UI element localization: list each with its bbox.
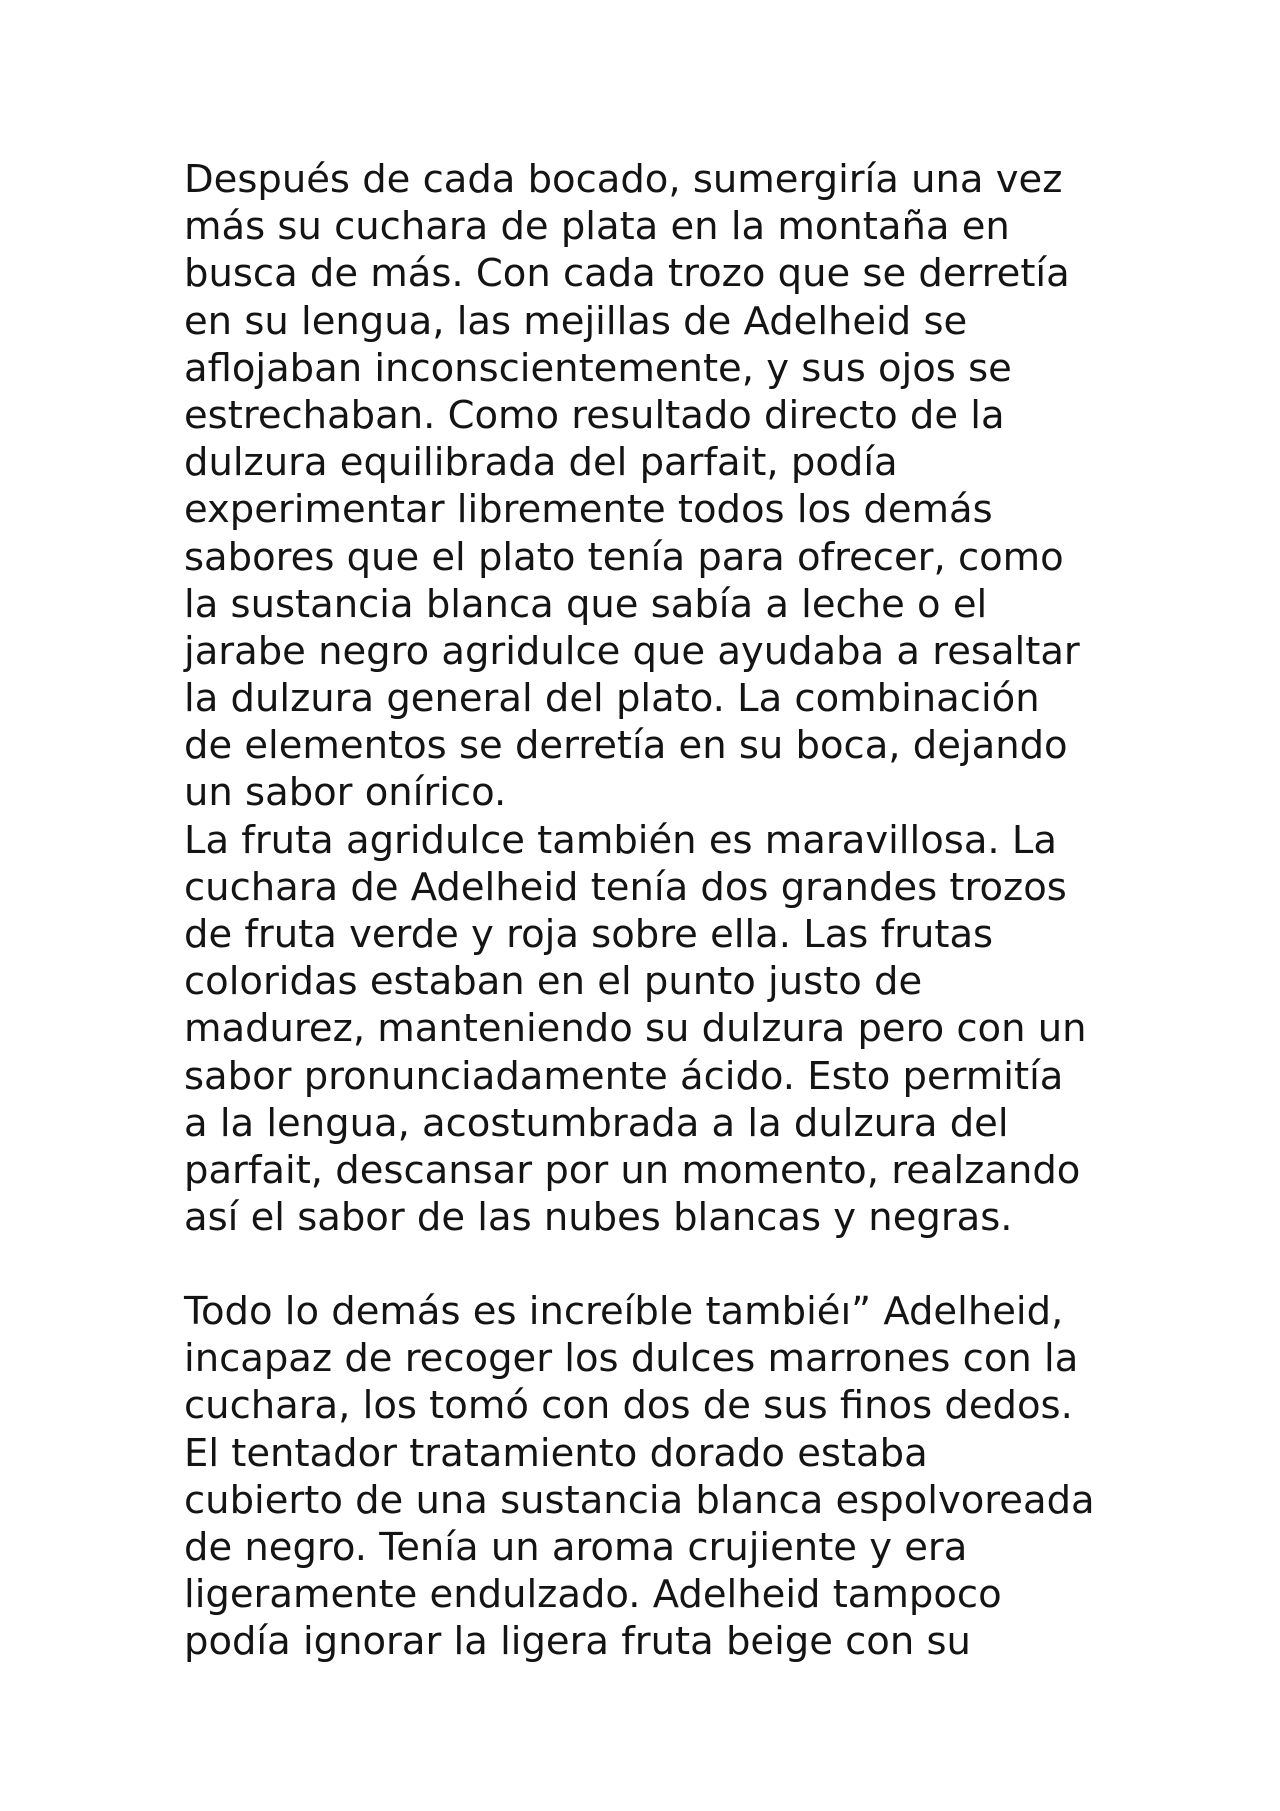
text-line: cuchara de Adelheid tenía dos grandes trozos	[184, 864, 1067, 910]
text-line: de negro. Tenía un aroma crujiente y era	[184, 1524, 968, 1570]
text-line: Después de cada bocado, sumergiría una vez	[184, 157, 1063, 202]
text-line: Todo lo demás es increíble tambiéı” Adelheid,	[184, 1289, 1064, 1334]
text-line: dulzura equilibrada del parfait, podía	[184, 440, 898, 486]
text-line: podía ignorar la ligera fruta beige con su	[184, 1619, 971, 1665]
text-line: la sustancia blanca que sabía a leche o el	[184, 581, 988, 627]
text-line: cuchara, los tomó con dos de sus finos dedos.	[184, 1383, 1073, 1429]
text-line: cubierto de una sustancia blanca espolvoreada	[184, 1477, 1095, 1523]
text-line: experimentar libremente todos los demás	[184, 487, 993, 533]
text-line: parfait, descansar por un momento, realzando	[184, 1147, 1081, 1193]
text-line: sabor pronunciadamente ácido. Esto permitía	[184, 1053, 1064, 1099]
text-line: sabores que el plato tenía para ofrecer, como	[184, 534, 1064, 580]
text-line: más su cuchara de plata en la montaña en	[184, 204, 1010, 250]
text-line: estrechaban. Como resultado directo de la	[184, 392, 1005, 438]
text-line: la dulzura general del plato. La combinación	[184, 676, 1040, 722]
text-line: El tentador tratamiento dorado estaba	[184, 1430, 928, 1476]
paragraph-1	[184, 156, 1124, 1241]
text-line: así el sabor de las nubes blancas y negras.	[184, 1195, 1013, 1241]
text-line: a la lengua, acostumbrada a la dulzura del	[184, 1100, 1009, 1146]
text-line: coloridas estaban en el punto justo de	[184, 959, 923, 1005]
text-line: de fruta verde y roja sobre ella. Las frutas	[184, 912, 994, 957]
text-line: de elementos se derretía en su boca, dejando	[184, 723, 1068, 769]
text-line: jarabe negro agridulce que ayudaba a resaltar	[184, 628, 1080, 674]
paragraph-2	[184, 1288, 1124, 1666]
text-line: madurez, manteniendo su dulzura pero con un	[184, 1006, 1087, 1052]
text-line: aflojaban inconscientemente, y sus ojos se	[184, 345, 1012, 391]
text-line: busca de más. Con cada trozo que se derretía	[184, 251, 1070, 297]
text-line: incapaz de recoger los dulces marrones con la	[184, 1336, 1079, 1382]
text-line: ligeramente endulzado. Adelheid tampoco	[184, 1572, 1002, 1618]
text-line: un sabor onírico.	[184, 770, 507, 816]
text-line: en su lengua, las mejillas de Adelheid se	[184, 298, 968, 344]
text-line: La fruta agridulce también es maravillosa. La	[184, 817, 1057, 863]
